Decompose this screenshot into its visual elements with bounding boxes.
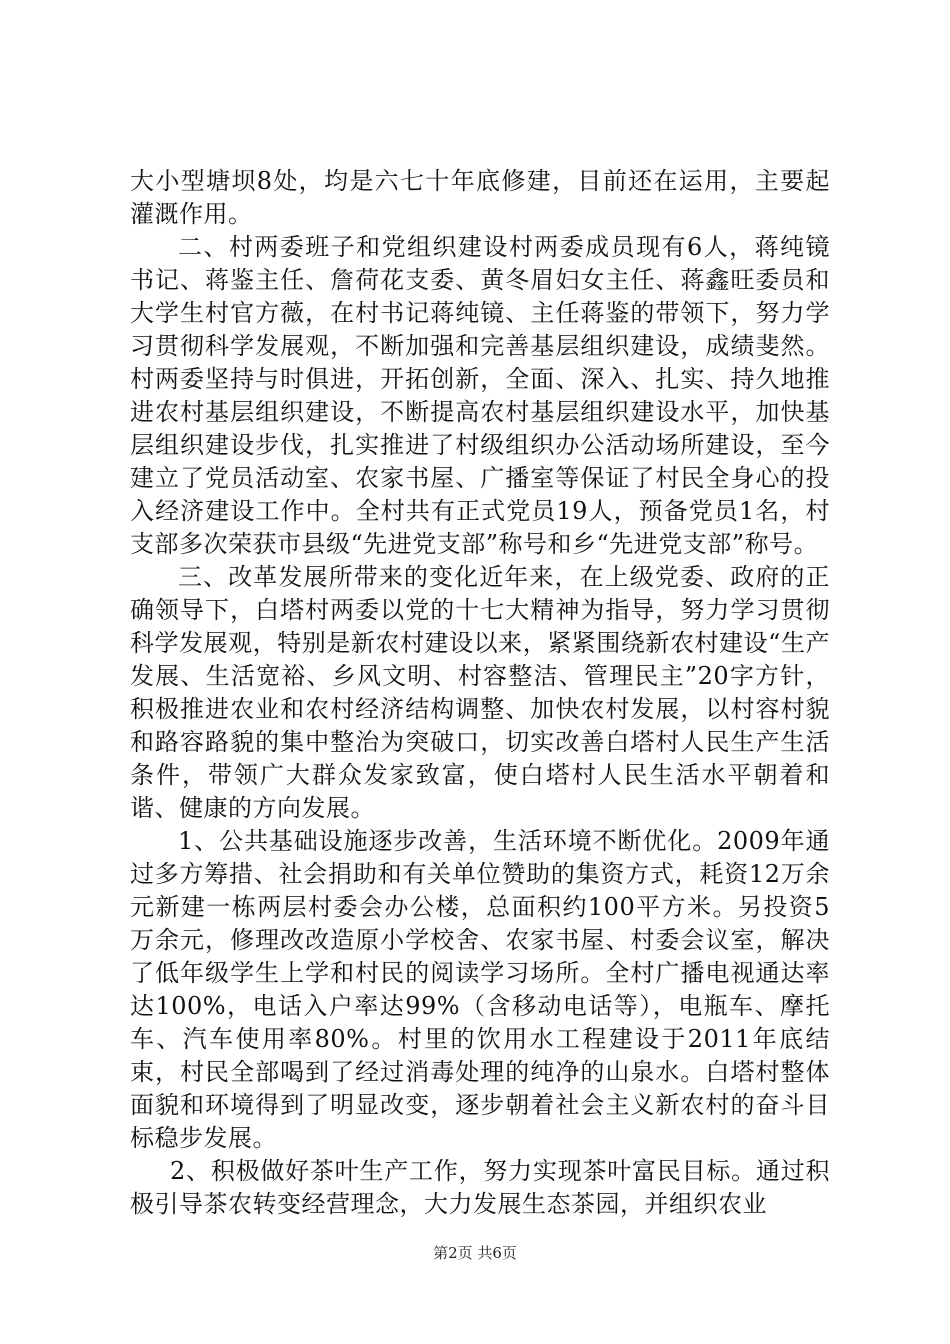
paragraph-3: 三、改革发展所带来的变化近年来，在上级党委、政府的正确领导下，白塔村两委以党的十七大精神为指导，努力学习贯彻科学发展观，特别是新农村建设以来，紧紧围绕新农村建设“生产发展、生活宽裕、乡风文明、村容整洁、管理民主”20字方针，积极推进农业和农村经济结构调整、加快农村发展，以村容村貌和路容路貌的集中整治为突破口，切实改善白塔村人民生产生活条件，带领广大群众发家致富，使白塔村人民生活水平朝着和谐、健康的方向发展。 (130, 563, 830, 822)
document-body (130, 165, 830, 1221)
paragraph-4: 1、公共基础设施逐步改善，生活环境不断优化。2009年通过多方筹措、社会捐助和有关单位赞助的集资方式，耗资12万余元新建一栋两层村委会办公楼，总面积约100平方米。另投资5万余元，修理改改造原小学校舍、农家书屋、村委会议室，解决了低年级学生上学和村民的阅读学习场所。全村广播电视通达率达100%，电话入户率达99%（含移动电话等），电瓶车、摩托车、汽车使用率80%。村里的饮用水工程建设于2011年底结束，村民全部喝到了经过消毒处理的纯净的山泉水。白塔村整体面貌和环境得到了明显改变，逐步朝着社会主义新农村的奋斗目标稳步发展。 (130, 827, 830, 1152)
paragraph-1: 大小型塘坝8处，均是六七十年底修建，目前还在运用，主要起灌溉作用。 (130, 167, 830, 228)
paragraph-2: 二、村两委班子和党组织建设村两委成员现有6人，蒋纯镜书记、蒋鉴主任、詹荷花支委、黄冬眉妇女主任、蒋鑫旺委员和大学生村官方薇，在村书记蒋纯镜、主任蒋鉴的带领下，努力学习贯彻科学发展观，不断加强和完善基层组织建设，成绩斐然。村两委坚持与时俱进，开拓创新，全面、深入、扎实、持久地推进农村基层组织建设，不断提高农村基层组织建设水平，加快基层组织建设步伐，扎实推进了村级组织办公活动场所建设，至今建立了党员活动室、农家书屋、广播室等保证了村民全身心的投入经济建设工作中。全村共有正式党员19人，预备党员1名，村支部多次荣获市县级“先进党支部”称号和乡“先进党支部”称号。 (130, 233, 830, 558)
paragraph-5: 2、积极做好茶叶生产工作，努力实现茶叶富民目标。通过积极引导茶农转变经营理念，大力发展生态茶园，并组织农业 (130, 1157, 830, 1218)
page-number-footer: 第2页 共6页 (433, 1244, 517, 1262)
